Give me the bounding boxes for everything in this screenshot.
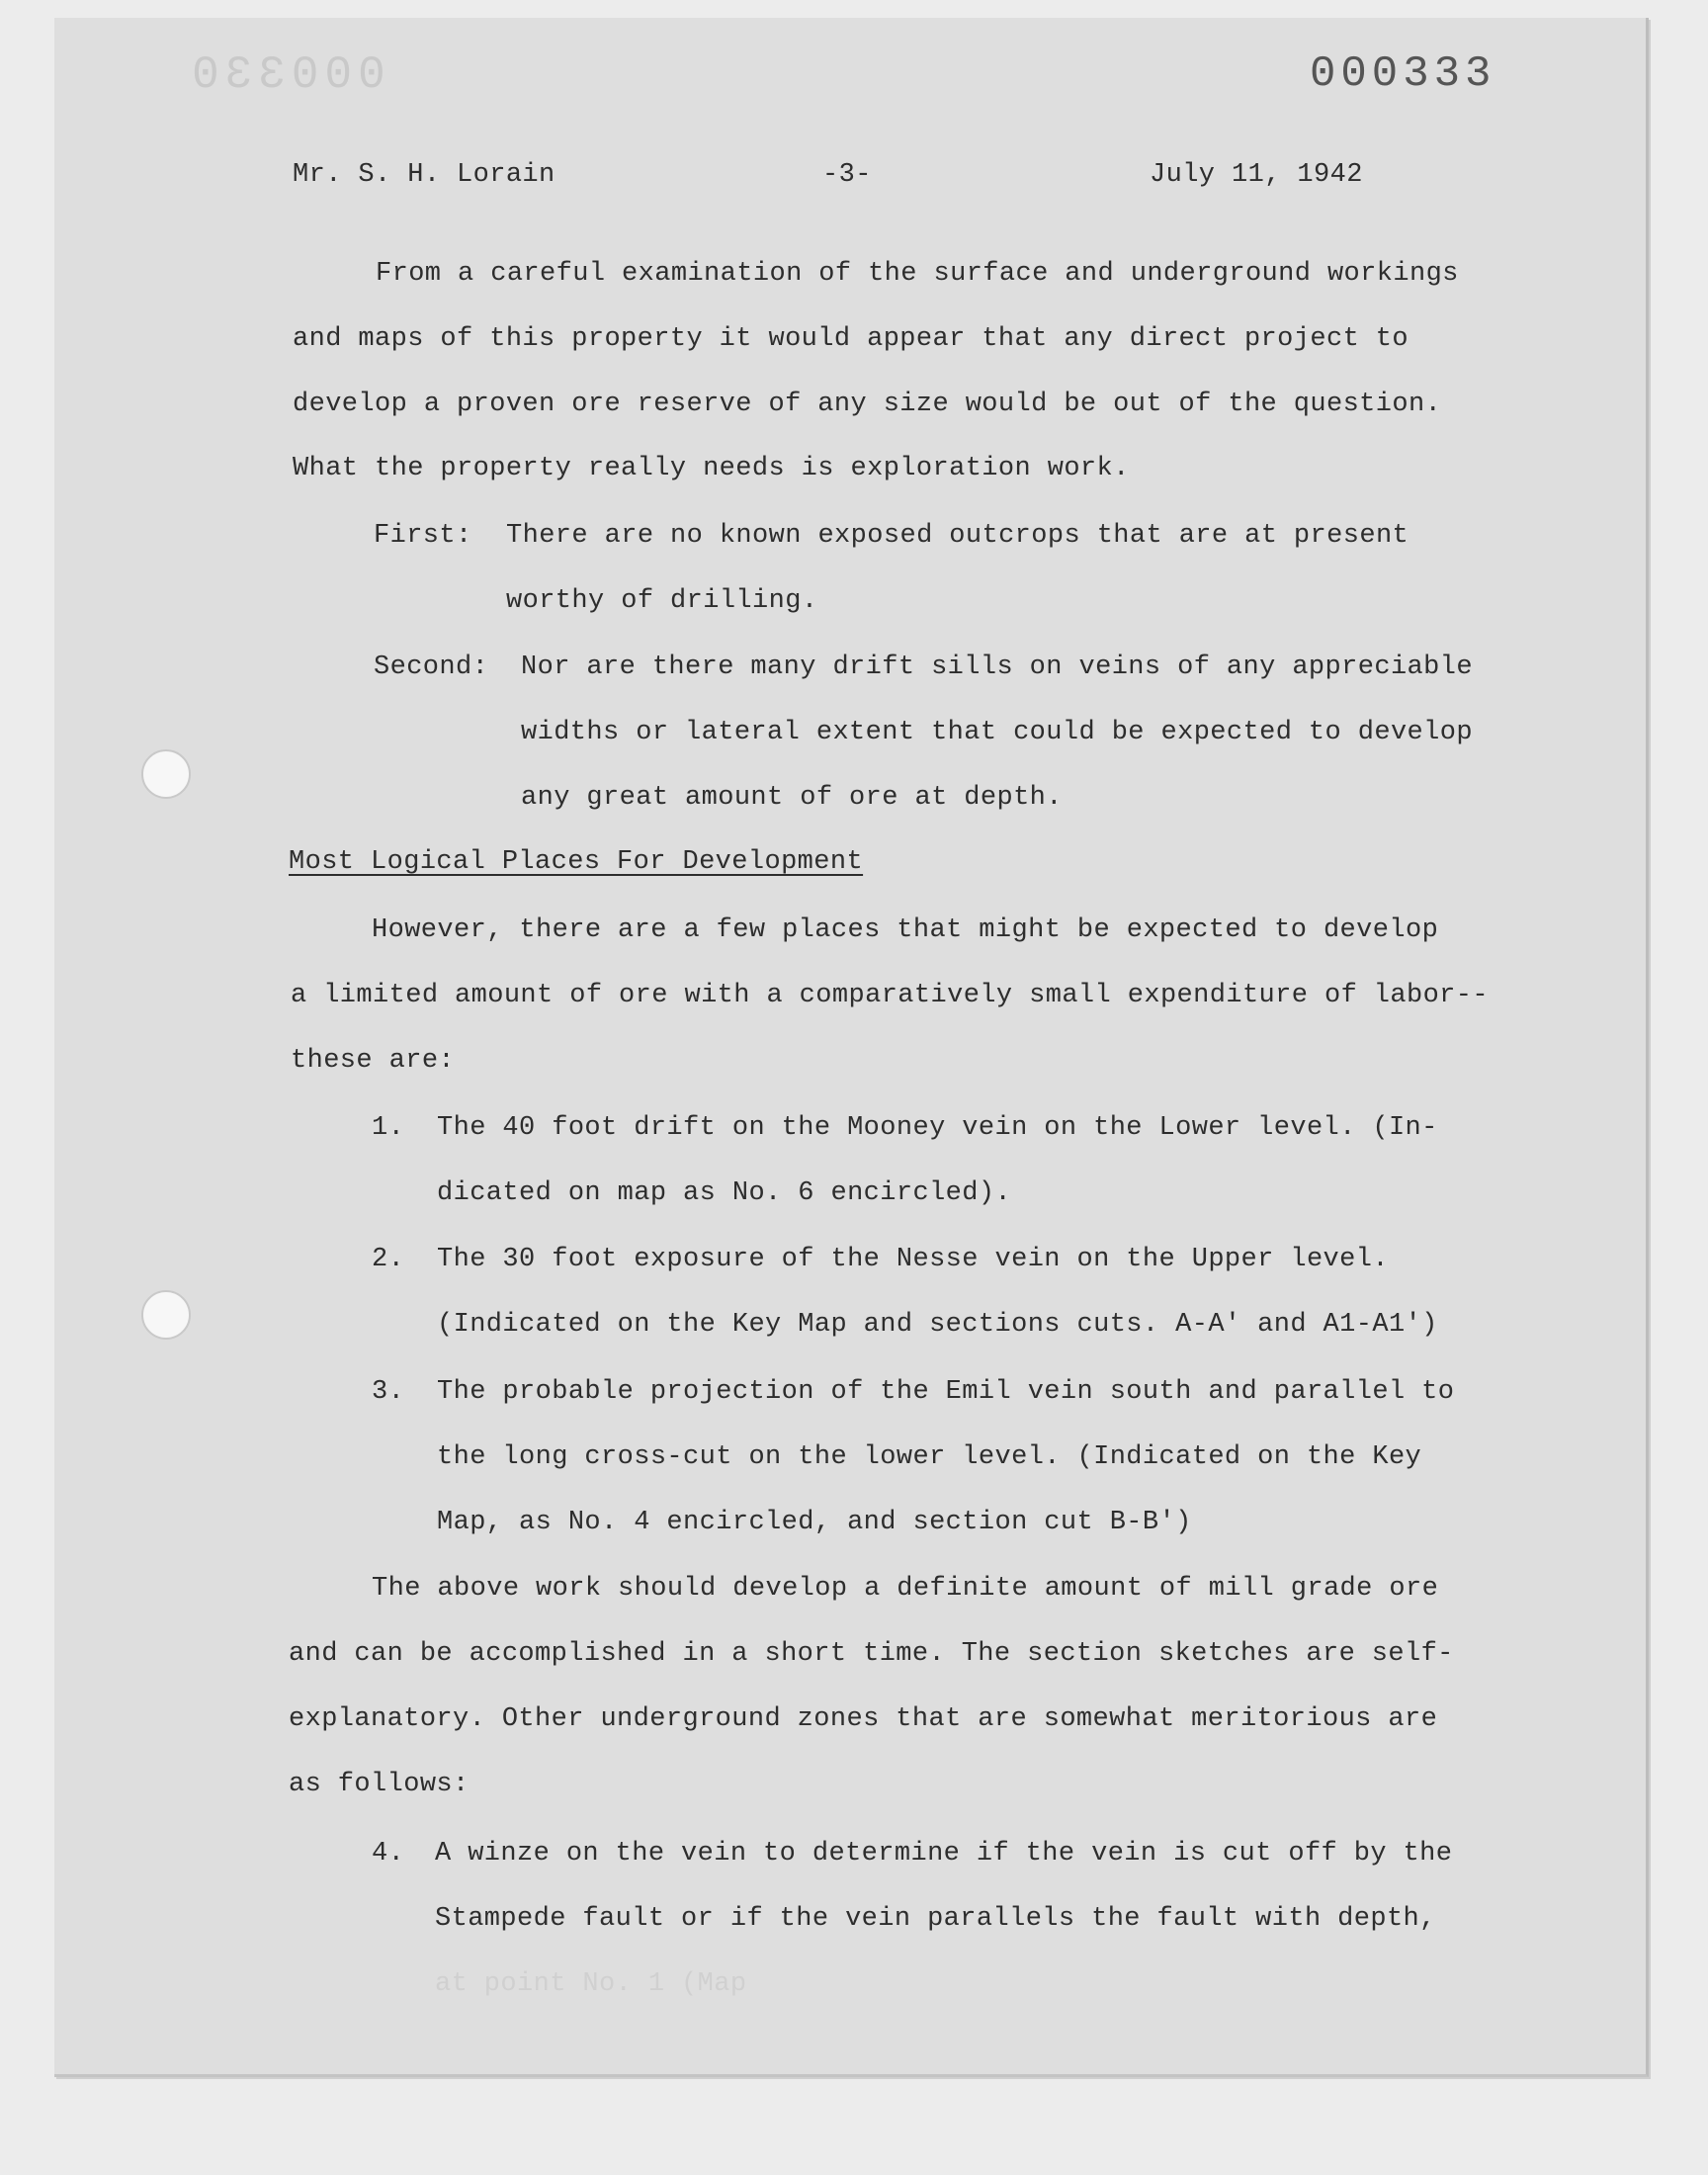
bates-number: 000333 — [1310, 49, 1496, 99]
item-line: The probable projection of the Emil vein south and parallel to — [437, 1377, 1455, 1407]
first-label: First: — [374, 521, 472, 551]
second-label: Second: — [374, 652, 489, 682]
page-number: -3- — [822, 160, 872, 190]
para1-line: develop a proven ore reserve of any size would be out of the question. — [293, 390, 1442, 419]
second-line: Nor are there many drift sills on veins of any appreciable — [521, 652, 1473, 682]
para1-line: From a careful examination of the surface and underground workings — [376, 259, 1459, 289]
para3-line: The above work should develop a definite amount of mill grade ore — [372, 1574, 1439, 1604]
item-line-faded: at point No. 1 (Map — [435, 1969, 747, 1999]
para3-line: and can be accomplished in a short time. The section sketches are self- — [289, 1639, 1454, 1669]
item-number: 3. — [372, 1377, 405, 1407]
para2-line: these are: — [291, 1046, 456, 1076]
section-heading: Most Logical Places For Development — [289, 847, 864, 877]
item-number: 2. — [372, 1245, 405, 1274]
item-line: dicated on map as No. 6 encircled). — [437, 1178, 1012, 1208]
punch-hole-top — [141, 749, 191, 799]
item-line: Map, as No. 4 encircled, and section cut B-B') — [437, 1508, 1192, 1537]
item-line: (Indicated on the Key Map and sections cuts. A-A' and A1-A1') — [437, 1310, 1438, 1340]
para2-line: However, there are a few places that might be expected to develop — [372, 915, 1439, 945]
para3-line: as follows: — [289, 1770, 470, 1799]
second-line: any great amount of ore at depth. — [521, 783, 1063, 813]
punch-hole-bottom — [141, 1290, 191, 1340]
item-line: Stampede fault or if the vein parallels the fault with depth, — [435, 1904, 1436, 1934]
recipient: Mr. S. H. Lorain — [293, 160, 555, 190]
item-number: 1. — [372, 1113, 405, 1143]
para1-line: and maps of this property it would appear that any direct project to — [293, 324, 1409, 354]
second-line: widths or lateral extent that could be expected to develop — [521, 718, 1473, 747]
para3-line: explanatory. Other underground zones that are somewhat meritorious are — [289, 1704, 1438, 1734]
item-line: A winze on the vein to determine if the vein is cut off by the — [435, 1839, 1453, 1869]
first-line: worthy of drilling. — [506, 586, 818, 616]
ghost-bates-stamp: 000330 — [186, 49, 385, 101]
para2-line: a limited amount of ore with a comparatively small expenditure of labor-- — [291, 981, 1489, 1010]
first-line: There are no known exposed outcrops that are at present — [506, 521, 1409, 551]
letter-date: July 11, 1942 — [1150, 160, 1363, 190]
item-number: 4. — [372, 1839, 405, 1869]
item-line: The 30 foot exposure of the Nesse vein on the Upper level. — [437, 1245, 1389, 1274]
item-line: The 40 foot drift on the Mooney vein on the Lower level. (In- — [437, 1113, 1438, 1143]
para1-line: What the property really needs is exploration work. — [293, 454, 1130, 483]
item-line: the long cross-cut on the lower level. (Indicated on the Key — [437, 1442, 1422, 1472]
